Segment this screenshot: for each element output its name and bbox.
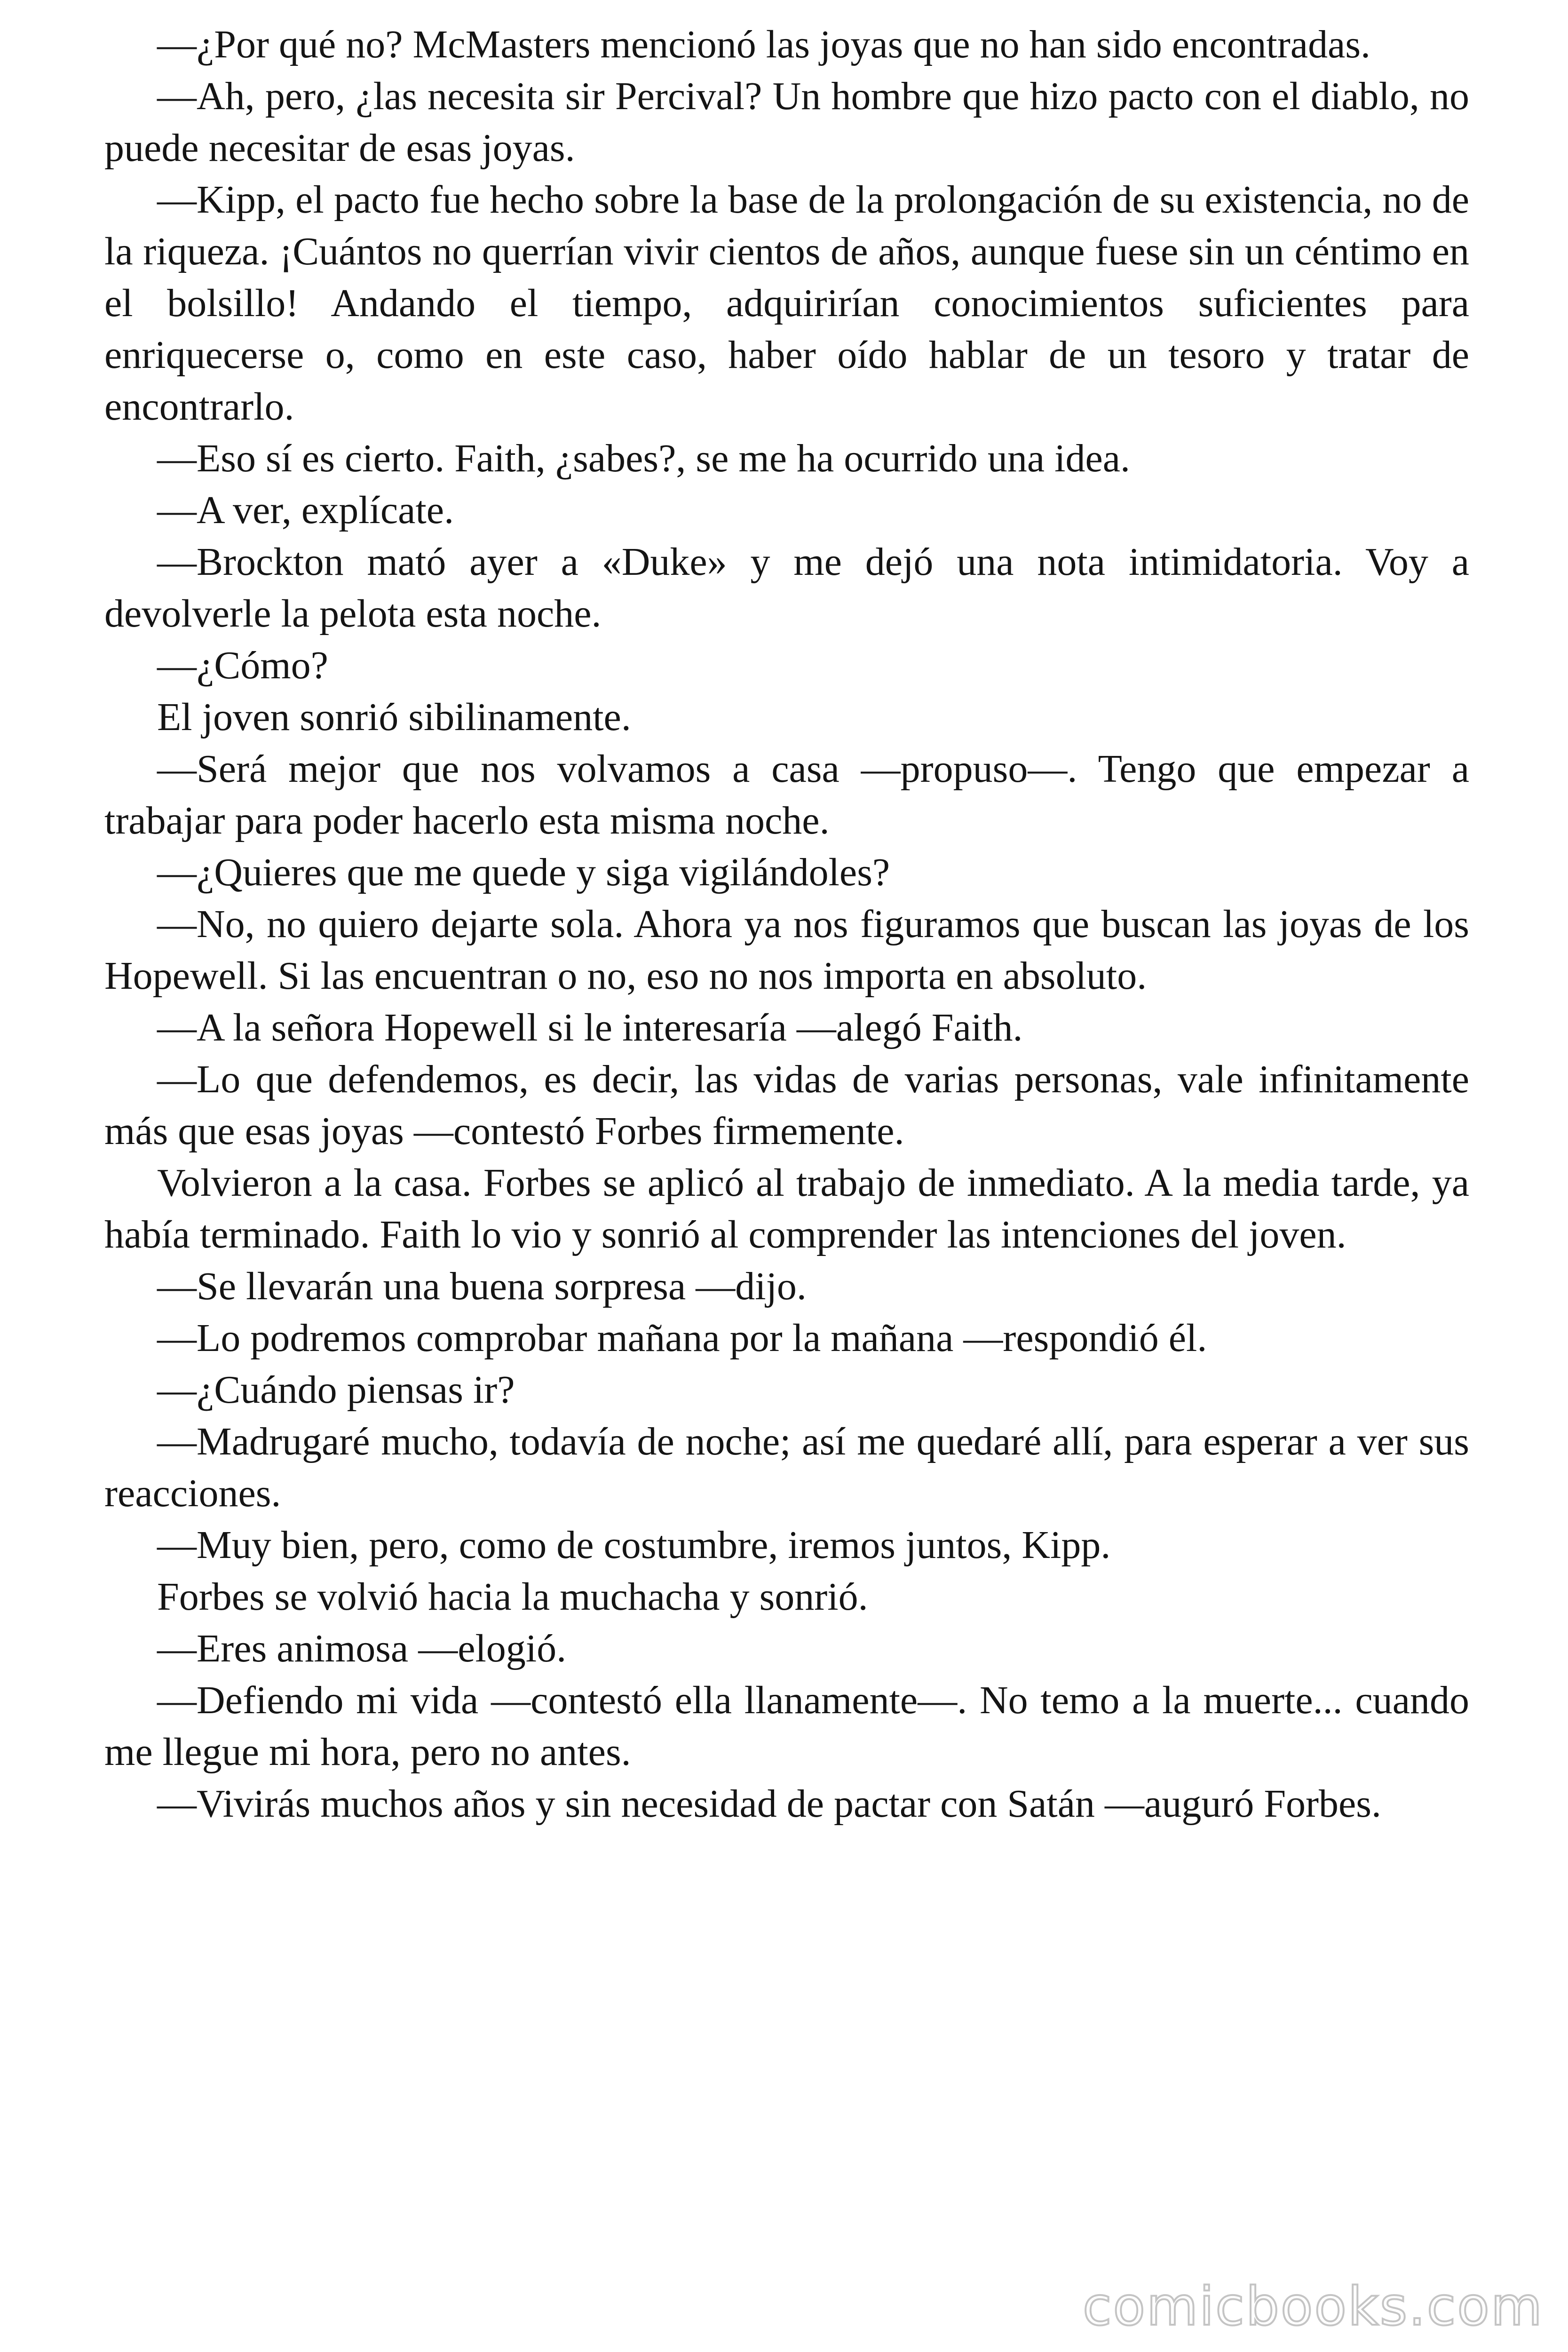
paragraph: —¿Quieres que me quede y siga vigilándoles? <box>157 850 890 894</box>
paragraph: El joven sonrió sibilinamente. <box>157 695 631 739</box>
paragraph: —Madrugaré mucho, todavía de noche; así me quedaré allí, para esperar a ver sus reacciones. <box>104 1420 1469 1515</box>
paragraph: —Eso sí es cierto. Faith, ¿sabes?, se me ha ocurrido una idea. <box>157 437 1131 480</box>
paragraph: —A la señora Hopewell si le interesaría —alegó Faith. <box>157 1006 1023 1049</box>
paragraph: —Muy bien, pero, como de costumbre, iremos juntos, Kipp. <box>157 1523 1111 1567</box>
watermark: comicbooks.com <box>1082 2276 1544 2337</box>
paragraph: —Será mejor que nos volvamos a casa —propuso—. Tengo que empezar a trabajar para poder hacerlo esta misma noche. <box>104 747 1469 842</box>
paragraph: —No, no quiero dejarte sola. Ahora ya nos figuramos que buscan las joyas de los Hopewell. Si las encuentran o no, eso no nos importa en absoluto. <box>104 902 1469 998</box>
page-body <box>104 19 1469 1830</box>
paragraph: —Vivirás muchos años y sin necesidad de pactar con Satán —auguró Forbes. <box>157 1782 1381 1826</box>
paragraph: —Eres animosa —elogió. <box>157 1627 567 1670</box>
paragraph: Forbes se volvió hacia la muchacha y sonrió. <box>157 1575 868 1619</box>
paragraph: —Brockton mató ayer a «Duke» y me dejó una nota intimidatoria. Voy a devolverle la pelota esta noche. <box>104 540 1469 636</box>
paragraph: —¿Cuándo piensas ir? <box>157 1368 515 1412</box>
paragraph: —Ah, pero, ¿las necesita sir Percival? Un hombre que hizo pacto con el diablo, no puede necesitar de esas joyas. <box>104 74 1469 170</box>
paragraph: —Lo que defendemos, es decir, las vidas de varias personas, vale infinitamente más que esas joyas —contestó Forbes firmemente. <box>104 1057 1469 1153</box>
paragraph: —¿Cómo? <box>157 644 328 687</box>
paragraph: —Se llevarán una buena sorpresa —dijo. <box>157 1264 807 1308</box>
paragraph: —Lo podremos comprobar mañana por la mañana —respondió él. <box>157 1316 1207 1360</box>
paragraph: —A ver, explícate. <box>157 488 454 532</box>
paragraph: Volvieron a la casa. Forbes se aplicó al trabajo de inmediato. A la media tarde, ya había terminado. Faith lo vio y sonrió al comprender las intenciones del joven. <box>104 1161 1469 1256</box>
paragraph: —¿Por qué no? McMasters mencionó las joyas que no han sido encontradas. <box>157 23 1371 66</box>
paragraph: —Defiendo mi vida —contestó ella llanamente—. No temo a la muerte... cuando me llegue mi hora, pero no antes. <box>104 1678 1469 1774</box>
paragraph: —Kipp, el pacto fue hecho sobre la base de la prolongación de su existencia, no de la riqueza. ¡Cuántos no querrían vivir cientos de años, aunque fuese sin un céntimo en el bolsillo! Andando el tiempo, adquirirían conocimientos suficientes para enriquecerse o, como en este caso, haber oído hablar de un tesoro y tratar de encontrarlo. <box>104 178 1469 429</box>
